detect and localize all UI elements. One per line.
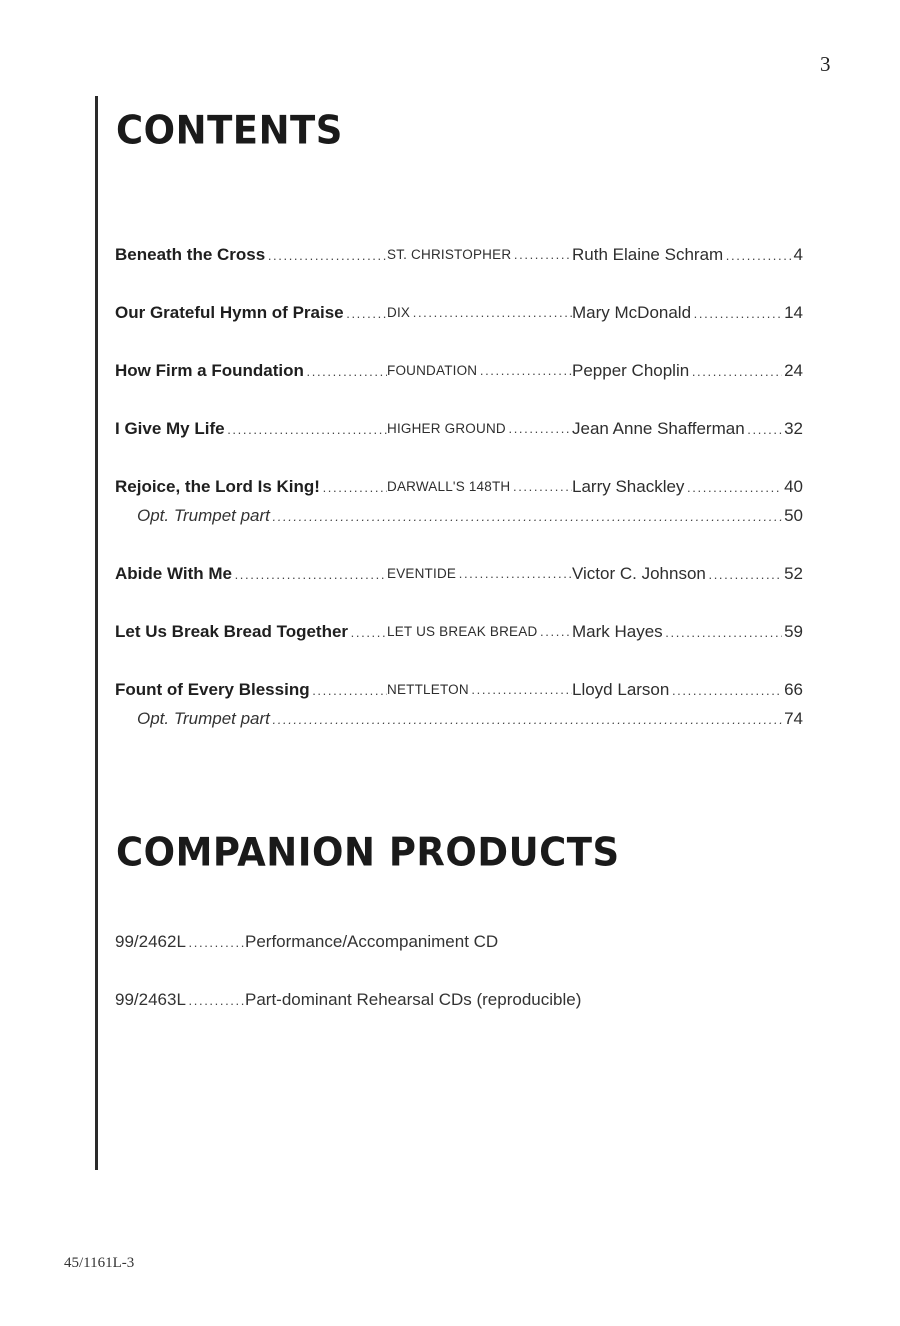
song-title: Let Us Break Bread Together . . . — [115, 620, 387, 644]
tune-name: EVENTIDE . . . — [387, 562, 572, 586]
page-ref: 14 — [782, 301, 803, 325]
toc-entry — [115, 414, 803, 443]
toc-subrow[interactable] — [115, 704, 803, 733]
toc-entry — [115, 298, 803, 327]
song-title: I Give My Life . . . — [115, 417, 387, 441]
song-title: Our Grateful Hymn of Praise . . . — [115, 301, 387, 325]
tune-name: ST. CHRISTOPHER . . . — [387, 243, 572, 267]
toc-row[interactable] — [115, 356, 803, 385]
companion-heading: COMPANION PRODUCTS — [116, 830, 620, 876]
toc-subrow[interactable] — [115, 501, 803, 530]
page-ref: 59 — [782, 620, 803, 644]
arranger-name: Ruth Elaine Schram . . . — [572, 243, 803, 267]
product-code: 99/2462L . . . — [115, 932, 245, 951]
page-ref: 66 — [782, 678, 803, 702]
page-ref: 4 — [792, 243, 803, 267]
arranger-name: Pepper Choplin . . . — [572, 359, 803, 383]
sub-page-ref: 74 — [782, 707, 803, 731]
page-number: 3 — [820, 52, 831, 76]
sub-part-label: Opt. Trumpet part . . . — [137, 504, 797, 528]
tune-name: FOUNDATION . . . — [387, 359, 572, 383]
toc-row[interactable] — [115, 240, 803, 269]
sub-part-label: Opt. Trumpet part . . . — [137, 707, 797, 731]
product-item[interactable] — [115, 932, 715, 990]
footer-catalog-code: 45/1161L-3 — [64, 1255, 135, 1271]
toc-row[interactable] — [115, 559, 803, 588]
page-ref: 40 — [782, 475, 803, 499]
toc-row[interactable] — [115, 414, 803, 443]
arranger-name: Lloyd Larson . . . — [572, 678, 803, 702]
vertical-rule — [95, 96, 98, 1170]
toc-entry — [115, 240, 803, 269]
product-code: 99/2463L . . . — [115, 990, 245, 1009]
song-title: Rejoice, the Lord Is King! . . . — [115, 475, 387, 499]
toc-entry — [115, 559, 803, 588]
song-title: Fount of Every Blessing . . . — [115, 678, 387, 702]
arranger-name: Larry Shackley . . . — [572, 475, 803, 499]
song-title: How Firm a Foundation . . . — [115, 359, 387, 383]
arranger-name: Mary McDonald . . . — [572, 301, 803, 325]
song-title: Abide With Me . . . — [115, 562, 387, 586]
toc-row[interactable] — [115, 675, 803, 704]
toc-entry — [115, 675, 803, 733]
contents-heading: CONTENTS — [116, 108, 343, 154]
toc-row[interactable] — [115, 617, 803, 646]
tune-name: NETTLETON . . . — [387, 678, 572, 702]
tune-name: DARWALL'S 148TH . . . — [387, 475, 572, 499]
toc-list — [115, 240, 803, 762]
arranger-name: Victor C. Johnson . . . — [572, 562, 803, 586]
product-description: Part-dominant Rehearsal CDs (reproducible) — [245, 990, 582, 1009]
toc-entry — [115, 617, 803, 646]
tune-name: HIGHER GROUND . . . — [387, 417, 572, 441]
toc-entry — [115, 356, 803, 385]
toc-row[interactable] — [115, 298, 803, 327]
toc-row[interactable] — [115, 472, 803, 501]
sub-page-ref: 50 — [782, 504, 803, 528]
page-ref: 32 — [782, 417, 803, 441]
product-list — [115, 932, 715, 1048]
song-title: Beneath the Cross . . . — [115, 243, 387, 267]
toc-entry — [115, 472, 803, 530]
arranger-name: Jean Anne Shafferman . . . — [572, 417, 803, 441]
product-item[interactable] — [115, 990, 715, 1048]
page-ref: 24 — [782, 359, 803, 383]
tune-name: LET US BREAK BREAD . . . — [387, 620, 572, 644]
tune-name: DIX . . . — [387, 301, 572, 325]
product-description: Performance/Accompaniment CD — [245, 932, 499, 951]
page-ref: 52 — [782, 562, 803, 586]
arranger-name: Mark Hayes . . . — [572, 620, 803, 644]
